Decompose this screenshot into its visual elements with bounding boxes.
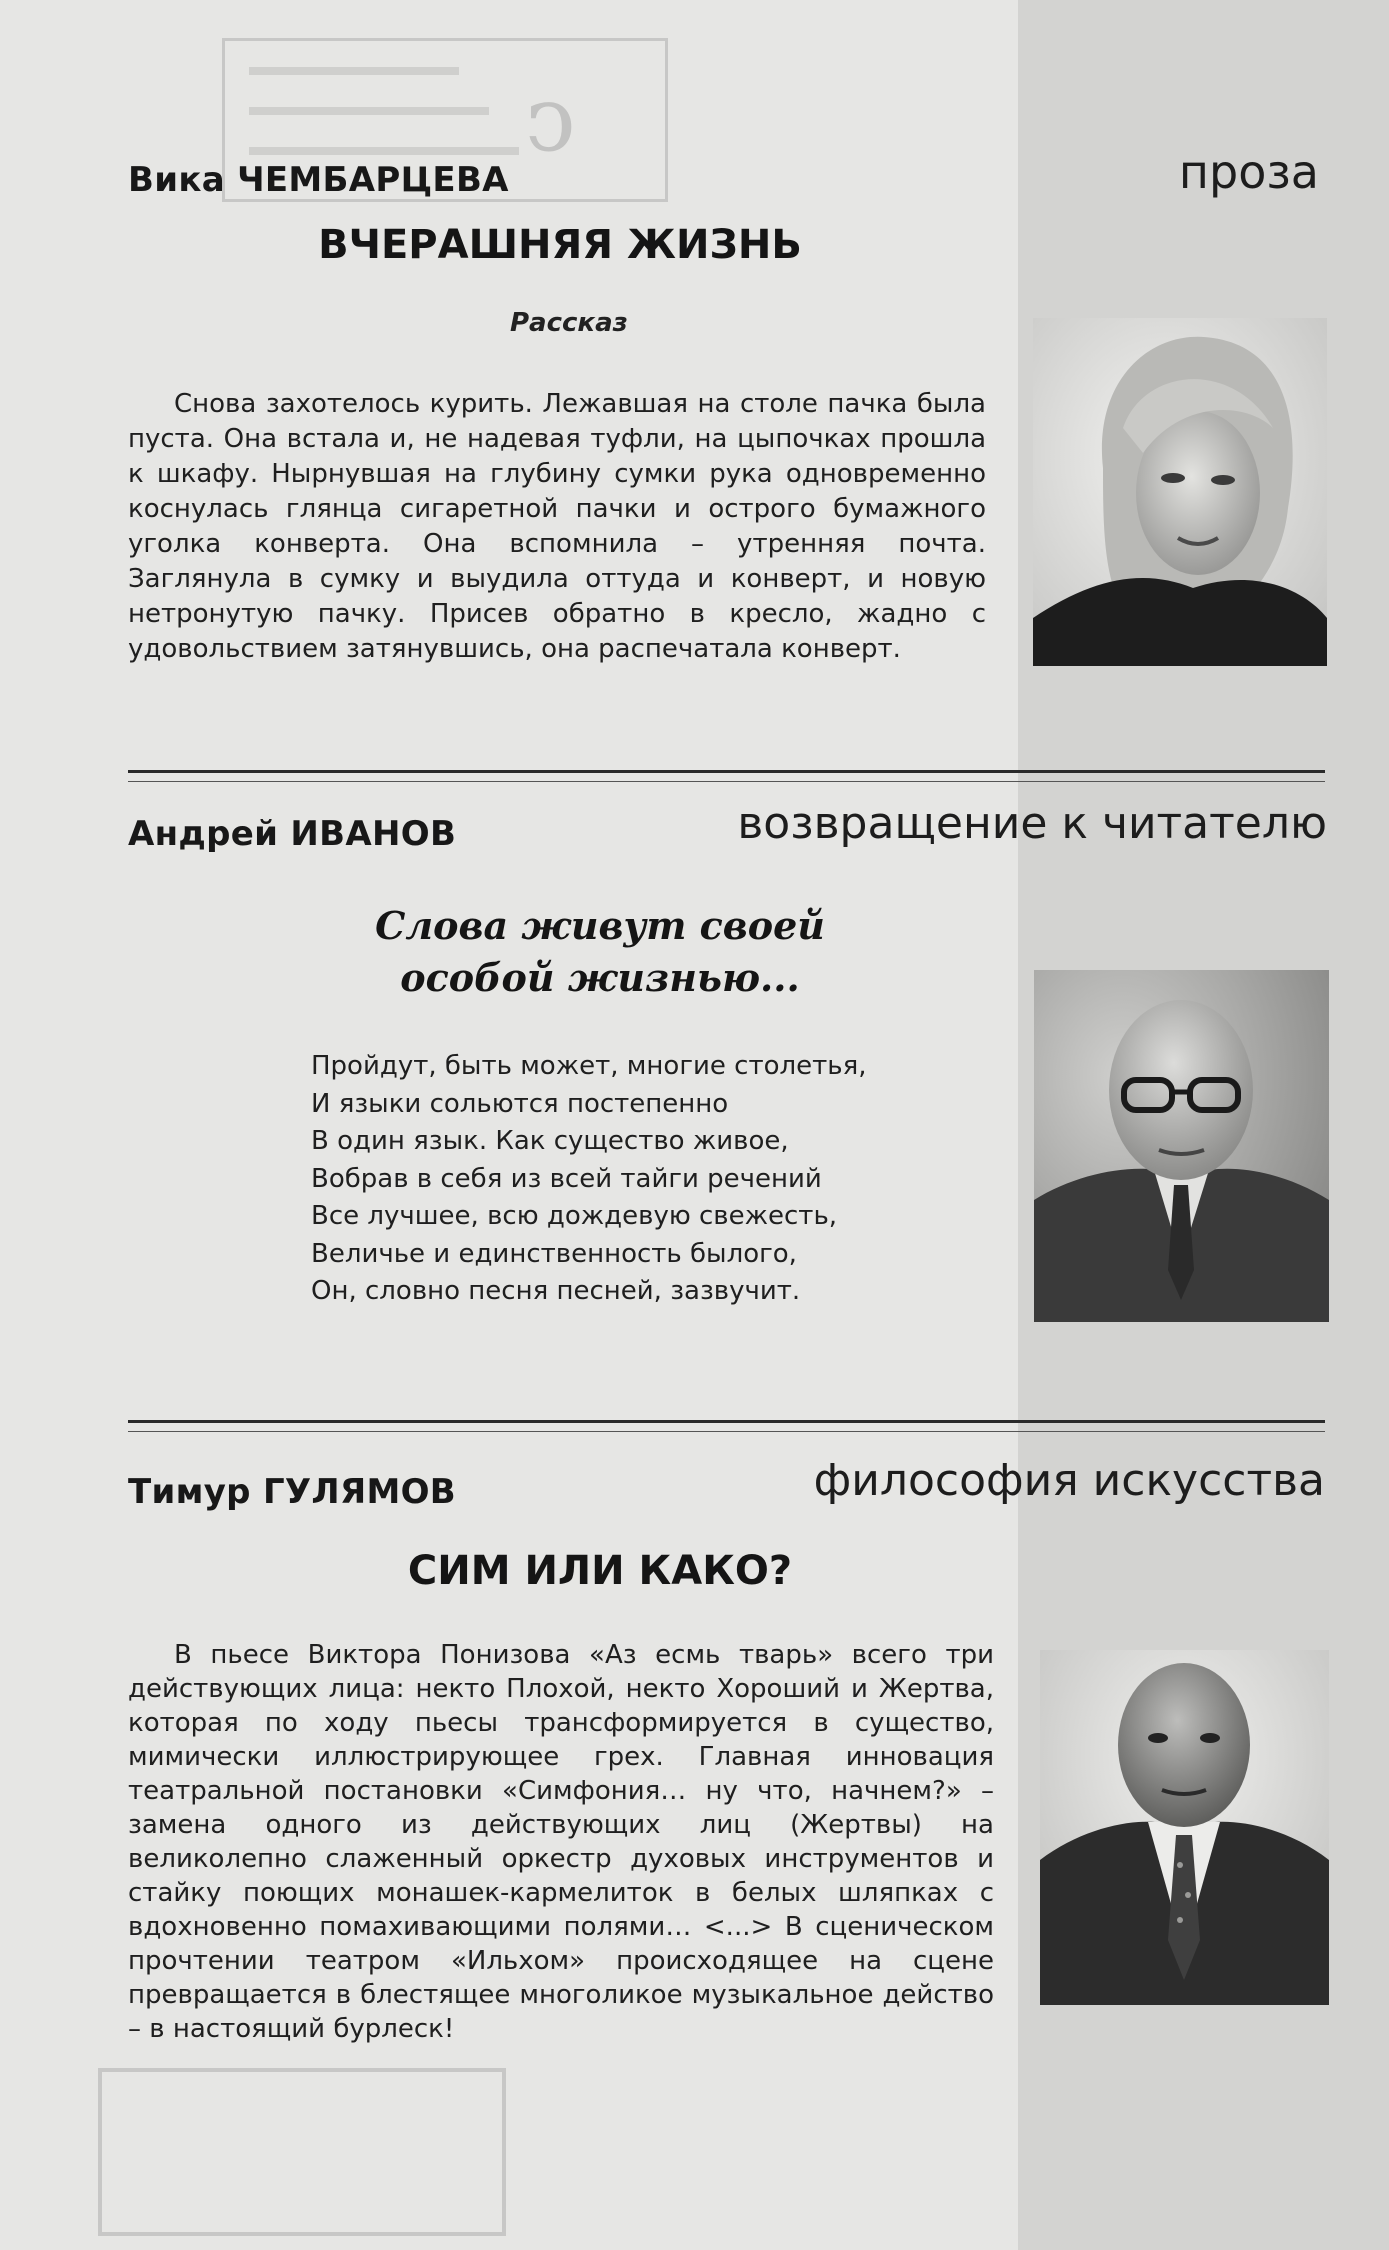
article-excerpt — [128, 1638, 994, 2046]
poem-line: Пройдут, быть может, многие столетья, — [311, 1051, 867, 1081]
stamp-emblem: ↄ — [525, 67, 576, 172]
rubric-prose: проза — [1178, 145, 1319, 199]
poem-title-line: особой жизнью... — [400, 955, 800, 1000]
poem-line: Величье и единственность былого, — [311, 1238, 797, 1269]
poem-title — [260, 900, 940, 1004]
author-photo-woman — [1033, 318, 1327, 666]
author-chembartseva: Вика ЧЕМБАРЦЕВА — [128, 160, 509, 200]
poem-text — [311, 1048, 866, 1311]
poem-line: Он, словно песня песней, зазвучит. — [311, 1276, 801, 1306]
article-title: СИМ ИЛИ КАКО? — [407, 1548, 793, 1594]
article-paragraph: В пьесе Виктора Понизова «Аз есмь тварь» всего три действующих лица: некто Плохой, некто Хороший и Жертва, которая по ходу пьесы трансформируется в существо, мимически иллюстрирующее грех. Главная инновация театральной постановки «Симфония… ну что, начнем?» – замена одного из действующих лиц (Жертвы) на великолепно слаженный оркестр духовых инструментов и стайку поющих монашек-кармелиток в белых шляпках с вдохновенно помахивающими полями… <...> В сценическом прочтении театром «Ильхом» происходящее на сцене превращается в блестящее многоликое музыкальное действо – в настоящий бурлеск! — [128, 1640, 994, 2044]
story-excerpt — [128, 387, 986, 667]
story-title: ВЧЕРАШНЯЯ ЖИЗНЬ — [318, 222, 802, 268]
section-divider — [128, 770, 1325, 782]
poem-line: В один язык. Как существо живое, — [311, 1126, 789, 1156]
poem-line: Все лучшее, всю дождевую свежесть, — [311, 1201, 838, 1231]
poem-line: И языки сольются постепенно — [311, 1088, 729, 1119]
poem-title-line: Слова живут своей — [375, 903, 825, 948]
story-genre: Рассказ — [510, 308, 628, 338]
author-photo-man-glasses — [1034, 970, 1329, 1322]
author-photo-man-suit — [1040, 1650, 1329, 2005]
author-ivanov: Андрей ИВАНОВ — [128, 814, 457, 854]
section-divider — [128, 1420, 1325, 1432]
rubric-philosophy-of-art: философия искусства — [813, 1455, 1325, 1506]
author-gulyamov: Тимур ГУЛЯМОВ — [128, 1472, 456, 1512]
story-paragraph: Снова захотелось курить. Лежавшая на столе пачка была пуста. Она встала и, не надевая туфли, на цыпочках прошла к шкафу. Нырнувшая на глубину сумки рука одновременно коснулась глянца сигаретной пачки и острого бумажного уголка конверта. Она вспомнила – утренняя почта. Заглянула в сумку и выудила оттуда и конверт, и новую нетронутую пачку. Присев обратно в кресло, жадно с удовольствием затянувшись, она распечатала конверт. — [128, 389, 986, 664]
rubric-return-to-reader: возвращение к читателю — [737, 798, 1327, 849]
faded-stamp-bottom — [98, 2068, 506, 2236]
poem-line: Вобрав в себя из всей тайги речений — [311, 1163, 822, 1194]
